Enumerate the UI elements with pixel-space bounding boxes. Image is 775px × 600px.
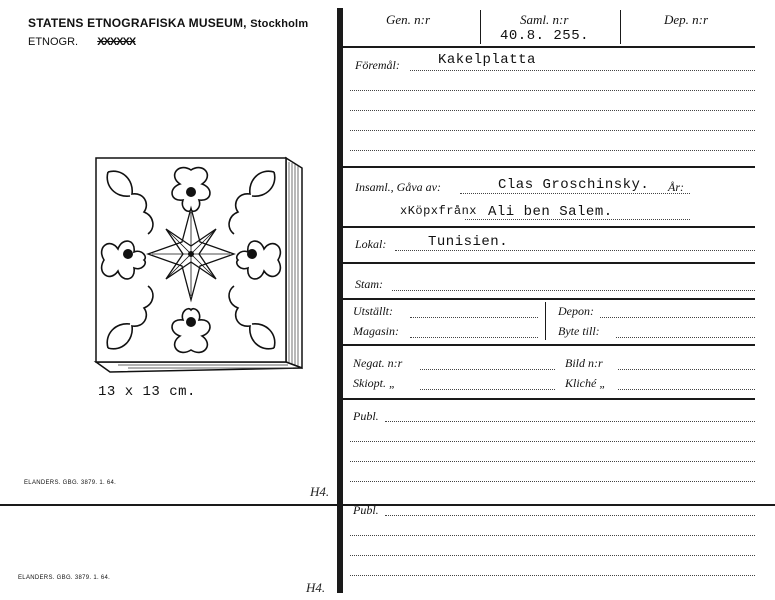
negat-label: Negat. n:r — [353, 356, 403, 370]
tile-side — [286, 158, 302, 368]
rule-1 — [343, 166, 755, 168]
publ-dots-4 — [350, 481, 755, 482]
num-divider-2 — [620, 10, 621, 44]
foremal-dots — [410, 70, 755, 71]
printer-mark-1: ELANDERS. GBG. 3879. 1. 64. — [24, 480, 117, 486]
publ2-dots-4 — [350, 575, 755, 576]
byte-label: Byte till: — [558, 324, 600, 338]
publ2-dots-1 — [385, 515, 755, 516]
vertical-divider — [337, 8, 343, 593]
kop-value: Ali ben Salem. — [488, 204, 613, 220]
lokal-dots — [395, 250, 755, 251]
utstallt-dots — [410, 317, 538, 318]
dep-label: Dep. n:r — [664, 12, 709, 27]
skiopt-label: Skiopt. „ — [353, 376, 396, 390]
publ2-label: Publ. — [353, 503, 379, 517]
foremal-dots-4 — [350, 130, 755, 131]
ar-label: År: — [668, 180, 684, 194]
saml-value: 40.8. 255. — [500, 28, 590, 44]
etnogr-struck: XXXXXX — [97, 36, 136, 48]
depon-dots — [600, 317, 755, 318]
rule-3 — [343, 262, 755, 264]
num-divider-1 — [480, 10, 481, 44]
depon-label: Depon: — [558, 304, 594, 318]
museum-name: STATENS ETNOGRAFISKA MUSEUM, — [28, 16, 247, 30]
tile-bottom — [96, 362, 302, 372]
depon-divider — [545, 302, 546, 340]
lokal-label: Lokal: — [355, 237, 387, 251]
publ-dots-1 — [385, 421, 755, 422]
kop-dots — [465, 219, 690, 220]
museum-city: Stockholm — [250, 18, 309, 30]
lokal-value: Tunisien. — [428, 234, 509, 250]
magasin-label: Magasin: — [353, 324, 399, 338]
publ-dots-3 — [350, 461, 755, 462]
magasin-dots — [410, 337, 538, 338]
foremal-dots-3 — [350, 110, 755, 111]
header-rule — [343, 46, 755, 48]
gen-label: Gen. n:r — [386, 12, 431, 27]
insaml-label: Insaml., Gåva av: — [355, 180, 441, 194]
bild-label: Bild n:r — [565, 356, 603, 370]
saml-label: Saml. n:r — [520, 12, 569, 27]
handwritten-mark-2: H4. — [306, 580, 326, 595]
size-text: 13 x 13 cm. — [98, 384, 196, 400]
rule-5 — [343, 344, 755, 346]
etnogr-label: ETNOGR. — [28, 36, 79, 48]
skiopt-dots — [420, 389, 555, 390]
rule-4 — [343, 298, 755, 300]
bild-dots — [618, 369, 755, 370]
handwritten-mark-1: H4. — [310, 484, 330, 499]
foremal-value: Kakelplatta — [438, 52, 536, 68]
kop-struck: xKöpxfrånx — [400, 204, 478, 218]
utstallt-label: Utställt: — [353, 304, 394, 318]
kliche-dots — [618, 389, 755, 390]
publ-dots-2 — [350, 441, 755, 442]
rule-2 — [343, 226, 755, 228]
publ-label: Publ. — [353, 409, 379, 423]
foremal-dots-2 — [350, 90, 755, 91]
rule-6 — [343, 398, 755, 400]
insaml-value: Clas Groschinsky. — [498, 177, 650, 193]
stam-label: Stam: — [355, 277, 383, 291]
museum-header — [28, 16, 308, 30]
insaml-dots — [460, 193, 690, 194]
tile-illustration — [88, 150, 313, 380]
foremal-label: Föremål: — [355, 58, 400, 72]
negat-dots — [420, 369, 555, 370]
foremal-dots-5 — [350, 150, 755, 151]
byte-dots — [616, 337, 755, 338]
publ2-dots-3 — [350, 555, 755, 556]
etnogr-line — [28, 36, 135, 48]
publ2-dots-2 — [350, 535, 755, 536]
kliche-label: Kliché „ — [565, 376, 606, 390]
stam-dots — [392, 290, 755, 291]
lower-card-separator — [0, 504, 775, 506]
printer-mark-2: ELANDERS. GBG. 3879. 1. 64. — [18, 575, 111, 581]
